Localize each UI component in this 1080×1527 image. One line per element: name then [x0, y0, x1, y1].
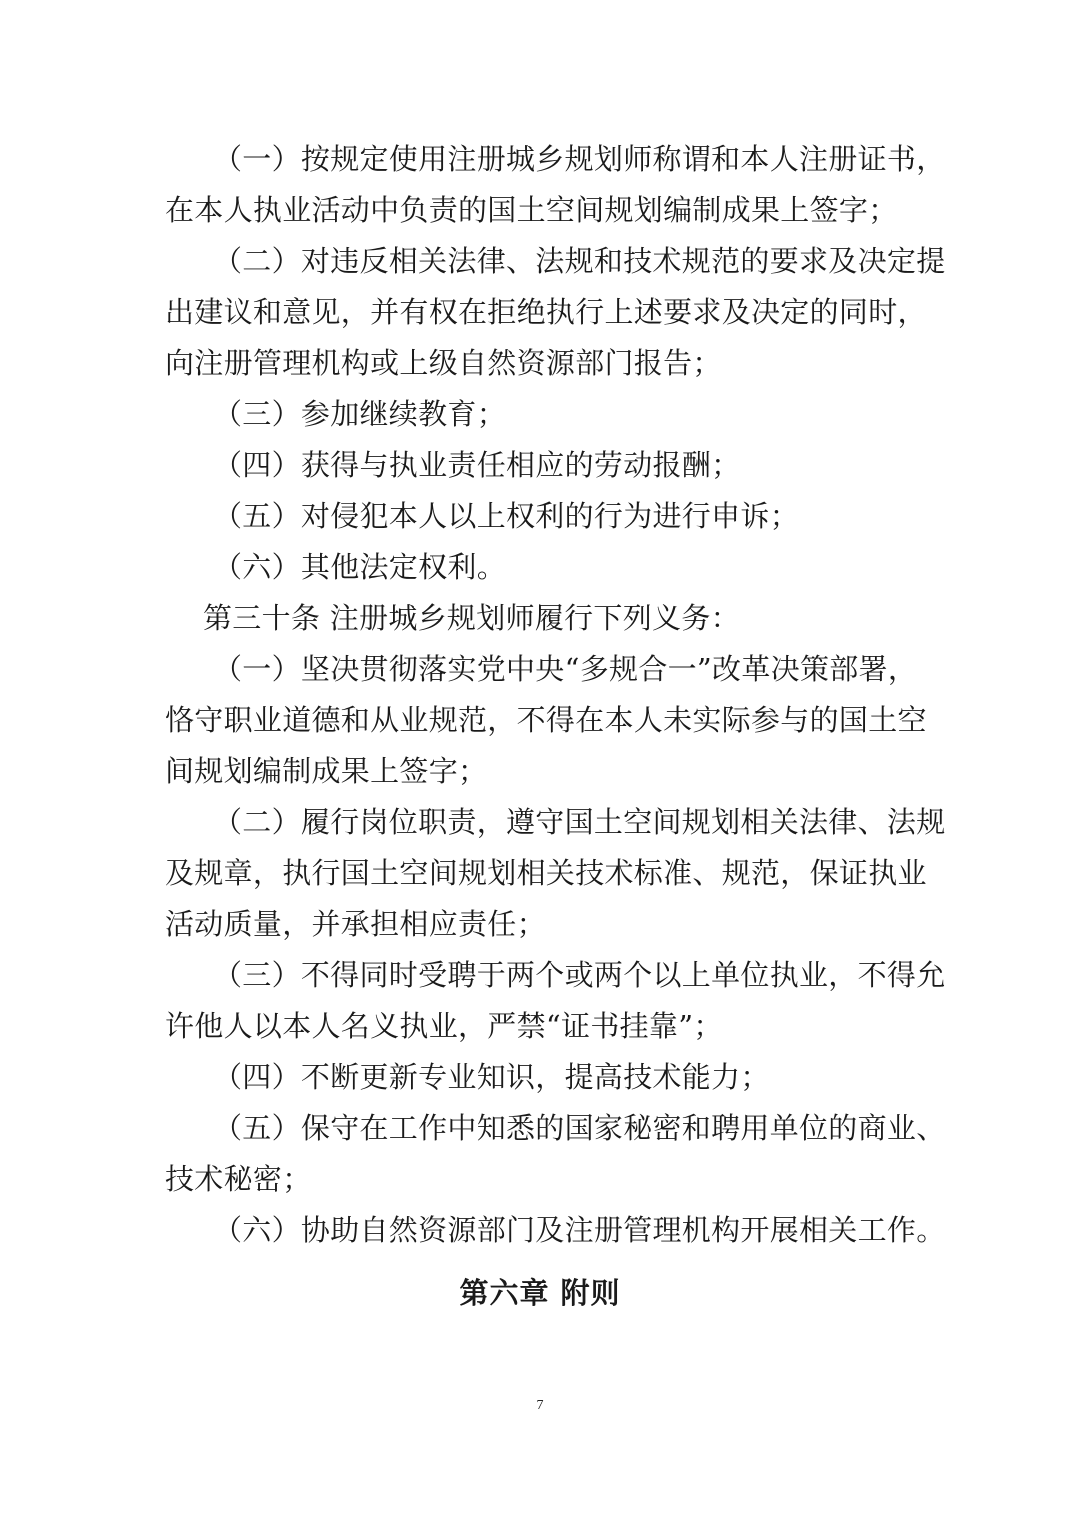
text-line: 恪守职业道德和从业规范，不得在本人未实际参与的国土空: [165, 703, 927, 737]
text-line: 向注册管理机构或上级自然资源部门报告；: [165, 346, 722, 380]
text-line: （四）获得与执业责任相应的劳动报酬；: [213, 448, 741, 482]
text-line: （五）保守在工作中知悉的国家秘密和聘用单位的商业、: [213, 1111, 946, 1145]
text-line: （三）参加继续教育；: [213, 397, 507, 431]
text-line: （六）其他法定权利。: [213, 550, 507, 584]
text-line: （四）不断更新专业知识，提高技术能力；: [213, 1060, 770, 1094]
text-line: （一）按规定使用注册城乡规划师称谓和本人注册证书，: [213, 142, 946, 176]
page-number: 7: [536, 1398, 544, 1413]
text-line: （一）坚决贯彻落实党中央“多规合一”改革决策部署，: [213, 652, 918, 686]
text-line: 间规划编制成果上签字；: [165, 754, 488, 788]
text-line: （三）不得同时受聘于两个或两个以上单位执业，不得允: [213, 958, 946, 992]
text-line: （二）对违反相关法律、法规和技术规范的要求及决定提: [213, 244, 946, 278]
text-line: 第三十条 注册城乡规划师履行下列义务：: [203, 601, 740, 635]
body-text: [165, 134, 946, 1256]
text-line: （五）对侵犯本人以上权利的行为进行申诉；: [213, 499, 800, 533]
text-line: （二）履行岗位职责，遵守国土空间规划相关法律、法规: [213, 805, 946, 839]
text-line: 活动质量，并承担相应责任；: [165, 907, 546, 941]
chapter-heading: 第六章 附则: [459, 1276, 621, 1310]
text-line: 在本人执业活动中负责的国土空间规划编制成果上签字；: [165, 193, 898, 227]
text-line: 许他人以本人名义执业，严禁“证书挂靠”；: [165, 1009, 723, 1043]
text-line: 及规章，执行国土空间规划相关技术标准、规范，保证执业: [165, 856, 927, 890]
text-line: 出建议和意见，并有权在拒绝执行上述要求及决定的同时，: [165, 295, 927, 329]
text-line: 技术秘密；: [165, 1162, 312, 1196]
text-line: （六）协助自然资源部门及注册管理机构开展相关工作。: [213, 1213, 946, 1247]
